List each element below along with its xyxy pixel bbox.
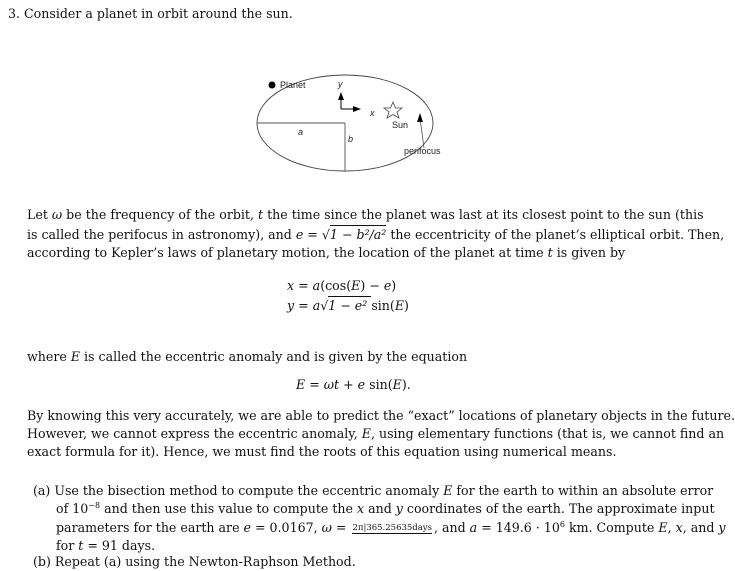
text-run: be the frequency of the orbit, — [62, 207, 258, 222]
text-run: = — [294, 278, 313, 293]
text-line-p2 — [27, 349, 467, 365]
math-symbol: E — [658, 520, 668, 535]
math-symbol: ω — [321, 520, 332, 535]
math-symbol: y — [287, 298, 295, 313]
text-line-eq-x — [287, 278, 396, 294]
text-run: is called the perifocus in astronomy), and — [27, 227, 296, 242]
math-symbol: ωt — [323, 377, 340, 392]
text-run: for — [56, 538, 79, 553]
problem-title: Consider a planet in orbit around the sun. — [24, 6, 293, 21]
text-run: Let — [27, 207, 52, 222]
text-run: , using elementary functions (that is, we cannot find an — [370, 426, 725, 441]
text-run: = — [331, 520, 351, 535]
math-symbol: x — [356, 501, 365, 516]
text-run: according to Kepler’s laws of planetary motion, the location of the planet at time — [27, 245, 548, 260]
text-line-a-l1 — [33, 483, 714, 499]
math-symbol: E — [361, 426, 371, 441]
text-line-b-l1 — [33, 554, 356, 570]
text-line-p1-l2 — [27, 227, 725, 243]
text-run: (a) Use the bisection method to compute the eccentric anomaly — [33, 483, 444, 498]
text-run: By knowing this very accurately, we are able to predict the “exact” locations of planetary objects in the future. — [27, 408, 735, 423]
text-run: = √ — [303, 227, 330, 242]
math-symbol: E — [296, 377, 306, 392]
planet-dot — [269, 82, 276, 89]
math-symbol: a — [312, 278, 321, 293]
fraction: 2π|365.25635days — [352, 523, 432, 533]
a-label: a — [298, 127, 304, 137]
sun-label: Sun — [392, 120, 409, 130]
radicand: 1 − b²/a² — [329, 227, 387, 242]
b-label: b — [348, 134, 354, 144]
text-run: sin( — [365, 377, 393, 392]
math-symbol: x — [287, 278, 295, 293]
exponent: 6 — [559, 520, 565, 529]
text-run: √ — [320, 298, 329, 313]
text-line-eq-y — [287, 298, 409, 314]
math-symbol: E — [70, 349, 81, 364]
text-run: = — [294, 298, 313, 313]
math-symbol: e — [357, 377, 366, 392]
math-symbol: x — [675, 520, 683, 535]
problem-number: 3. — [8, 6, 21, 21]
math-symbol: t — [78, 538, 84, 553]
text-line-eq-E — [296, 377, 411, 393]
text-run: = 91 days. — [83, 538, 156, 553]
text-run: exact formula for it). Hence, we must find the roots of this equation using numerical means. — [27, 444, 617, 459]
exponent: −8 — [88, 501, 101, 510]
planet-label: Planet — [280, 80, 306, 90]
math-symbol: y — [718, 520, 726, 535]
problem-heading — [8, 6, 293, 22]
text-run: the time since the planet was last at its closest point to the sun (this — [263, 207, 704, 222]
text-run: However, we cannot express the eccentric anomaly, — [27, 426, 362, 441]
text-line-p1-l1 — [27, 207, 704, 223]
math-symbol: y — [395, 501, 403, 516]
text-run: where — [27, 349, 71, 364]
text-run: ) — [404, 298, 409, 313]
text-run: + — [339, 377, 358, 392]
text-run: = 0.0167, — [250, 520, 322, 535]
text-line-a-l3 — [56, 520, 726, 536]
text-run: , and — [682, 520, 719, 535]
text-run: ) — [391, 278, 397, 293]
text-run: and — [364, 501, 396, 516]
text-run: ) − — [360, 278, 384, 293]
text-run: (b) Repeat (a) using the Newton-Raphson Method. — [33, 554, 356, 569]
text-run: km. Compute — [564, 520, 659, 535]
text-run: of 10 — [56, 501, 89, 516]
math-symbol: t — [258, 207, 264, 222]
y-label: y — [338, 79, 343, 89]
math-symbol: E — [392, 377, 402, 392]
text-line-p3-l3 — [27, 444, 616, 460]
math-symbol: E — [394, 298, 405, 313]
orbit-diagram — [240, 60, 460, 170]
math-symbol: e — [383, 278, 392, 293]
text-run: parameters for the earth are — [56, 520, 244, 535]
perifocus-label: perifocus — [404, 146, 441, 156]
math-symbol: ω — [51, 207, 63, 222]
text-run: ). — [401, 377, 411, 392]
x-axis-arrow-icon — [353, 106, 361, 112]
text-run: is given by — [552, 245, 626, 260]
sun-star-icon — [384, 102, 402, 118]
x-label: x — [370, 108, 375, 118]
text-line-a-l2 — [56, 501, 715, 517]
text-run: , and — [433, 520, 470, 535]
math-symbol: e — [295, 227, 304, 242]
text-run: is called the eccentric anomaly and is given by the equation — [80, 349, 468, 364]
math-symbol: E — [443, 483, 453, 498]
math-symbol: e — [243, 520, 251, 535]
text-run: (cos( — [320, 278, 352, 293]
math-symbol: E — [351, 278, 361, 293]
text-line-a-l4 — [56, 538, 155, 554]
text-run: sin( — [371, 298, 395, 313]
math-symbol: t — [547, 245, 553, 260]
radicand: 1 − e² — [328, 298, 372, 313]
text-run: the eccentricity of the planet’s elliptical orbit. Then, — [386, 227, 725, 242]
text-run: = 149.6 · 10 — [477, 520, 560, 535]
perifocus-arrow-icon — [417, 113, 423, 122]
text-run: and then use this value to compute the — [100, 501, 357, 516]
text-line-p3-l2 — [27, 426, 725, 442]
text-line-p3-l1 — [27, 408, 735, 424]
y-axis-arrow-icon — [338, 92, 344, 100]
text-run: = — [305, 377, 324, 392]
text-line-p1-l3 — [27, 245, 625, 261]
text-run: coordinates of the earth. The approximate input — [402, 501, 715, 516]
math-symbol: a — [312, 298, 321, 313]
text-run: , — [667, 520, 676, 535]
text-run: for the earth to within an absolute error — [452, 483, 714, 498]
math-symbol: a — [469, 520, 478, 535]
